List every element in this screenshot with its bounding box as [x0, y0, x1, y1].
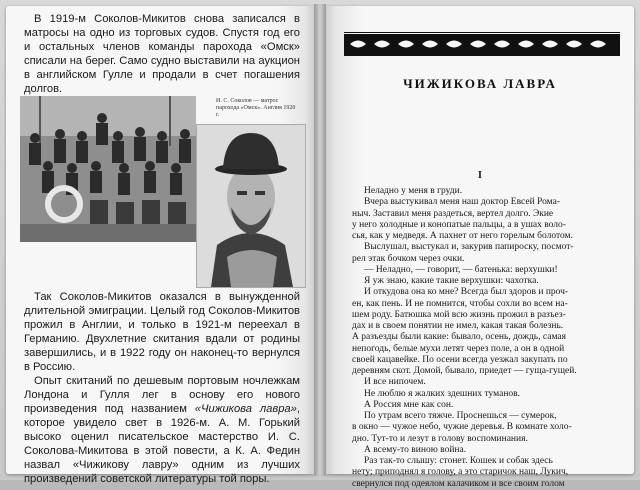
story-line: деревням скот. Домой, бывало, приедет — гуща-гущей. [352, 366, 577, 376]
story-line: А разъезды были какие: бывало, осень, дождь, самая [352, 332, 566, 343]
story-line: Раз так-то слышу: стонет. Кошек и собак здесь [364, 456, 553, 466]
story-line: сья, как у медведя. А пахнет от него горелым болотом. [352, 231, 573, 241]
portrait-image [197, 125, 305, 287]
story-line: своей кацавейке. По осени всегда уезжал закупать по [352, 354, 568, 365]
story-line: — Неладно, — говорит, — батенька: верхушки! [364, 264, 558, 275]
story-line: И все нипочем. [364, 377, 426, 388]
story-line: непогодь, белые мухи летят через поле, а он в одной [352, 343, 565, 354]
story-line: нету; приподнял я голову, а это старичок наш, Лукич, [352, 467, 569, 478]
story-line: свернулся под одеялом калачиком и все своим голом [352, 478, 565, 489]
story-line: дах и в своем понятии не имел, какая такая болезнь. [352, 321, 564, 331]
intro-text: В 1919-м Соколов-Микитов снова записался в матросы на одно из торговых судов. Спустя год его и остальных членов команды парохода «Омск» списали на берег. Само судно выставили на аукцион в английском Гулле и продали в счет погашения долгов. [24, 13, 300, 95]
crew-photo [20, 96, 196, 242]
story-line: у него холодные и конопатые пальцы, а в ушах воло- [352, 219, 566, 230]
photo-caption: И. С. Соколов — матрос парохода «Омск». Англия 1920 г. [216, 98, 296, 118]
body-paragraph-1: Так Соколов-Микитов оказался в вынужденной длительной эмиграции. Целый год Соколов-Микитов прожил в Англии, и только в 1921-м переехал в Германию. Двухлетние скитания вдали от родины завершились, и в 1922 году он наконец-то вернулся в Россию. [24, 291, 300, 373]
body-paragraphs [24, 290, 300, 486]
book-title-mention: «Чижикова лавра» [194, 403, 297, 415]
story-line: Я уж знаю, какие такие верхушки: чахотка. [364, 276, 539, 286]
story-line: Вчера выстукивал меня наш доктор Евсей Рома- [364, 197, 560, 208]
chapter-number: I [478, 170, 482, 181]
author-portrait [196, 124, 306, 288]
body-paragraph-2-end: , которое увидело свет в 1926-м. А. М. Горький высоко оценил писательское мастерство И. С. Соколова-Микитова в этой повести, а К. А. Федин назвал «Чижикову лавру» одним из лучших произведений советской литературы той поры. [24, 403, 300, 485]
story-line: Не люблю я жалких здешних туманов. [364, 388, 521, 399]
story-line: в окно — чужое небо, чужие деревья. В комнате холо- [352, 422, 572, 433]
story-text [352, 186, 608, 490]
intro-paragraph [24, 12, 300, 96]
story-title: ЧИЖИКОВА ЛАВРА [403, 76, 557, 91]
body-paragraph-2-start: Опыт скитаний по дешевым портовым ночлежкам Лондона и Гулля лег в основу его нового произведения под названием [24, 375, 300, 415]
body-paragraph-2 [24, 374, 300, 486]
story-line: ныч. Заставил меня раздеться, вертел долго. Экие [352, 208, 554, 219]
decorative-ornament [344, 30, 620, 58]
story-line: Выслушал, выстукал и, закурив папироску, посмот- [364, 242, 574, 253]
ornament-border-icon [344, 30, 620, 58]
story-line: дно. Тут-то и лезут в голову воспоминания. [352, 433, 528, 444]
crew-photo-image [20, 96, 196, 242]
story-line: По утрам всего тяжче. Проснешься — сумерок, [364, 411, 557, 421]
story-line: И откудова она ко мне? Всегда был здоров и проч- [364, 287, 569, 298]
story-line: шем роду. Батюшка мой всю жизнь прожил в разъез- [352, 309, 566, 320]
story-line: Неладно у меня в груди. [364, 186, 463, 196]
story-line: ен, как пень. И не помнится, чтобы сохли во всем на- [352, 298, 568, 309]
story-line: А всему-то виною война. [364, 444, 467, 455]
story-line: рел этак бочком через очки. [352, 253, 465, 264]
book-gutter [314, 4, 326, 476]
story-line: А Россия мне как сон. [364, 399, 454, 410]
